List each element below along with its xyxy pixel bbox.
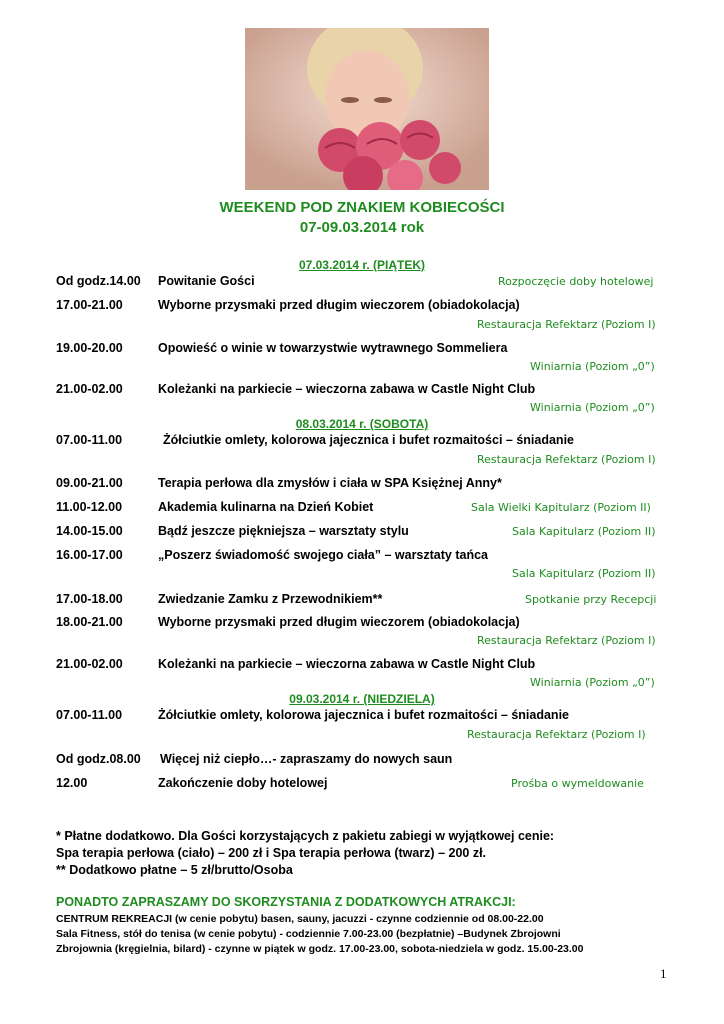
event-location: Winiarnia (Poziom „0”) [530,676,655,689]
event-description: Wyborne przysmaki przed długim wieczorem (obiadokolacja) [158,298,520,312]
event-description: Koleżanki na parkiecie – wieczorna zabawa w Castle Night Club [158,657,536,671]
event-location: Spotkanie przy Recepcji [525,593,657,606]
event-description: Opowieść o winie w towarzystwie wytrawnego Sommeliera [158,341,508,355]
event-description: Zakończenie doby hotelowej [158,776,328,790]
event-location: Restauracja Refektarz (Poziom I) [477,318,656,331]
event-time: Od godz.14.00 [56,274,141,288]
event-time: 07.00-11.00 [56,708,123,722]
event-description: Żółciutkie omlety, kolorowa jajecznica i bufet rozmaitości – śniadanie [158,708,569,722]
page-title: WEEKEND POD ZNAKIEM KOBIECOŚCI [219,199,505,216]
event-location: Sala Wielki Kapitularz (Poziom II) [471,501,651,514]
event-description: Akademia kulinarna na Dzień Kobiet [158,500,374,514]
event-time: 18.00-21.00 [56,615,123,629]
event-description: „Poszerz świadomość swojego ciała” – warsztaty tańca [158,548,488,562]
event-location: Restauracja Refektarz (Poziom I) [477,453,656,466]
event-time: 16.00-17.00 [56,548,123,562]
event-description: Zwiedzanie Zamku z Przewodnikiem** [158,592,383,606]
event-description: Koleżanki na parkiecie – wieczorna zabawa w Castle Night Club [158,382,536,396]
note-line: ** Dodatkowo płatne – 5 zł/brutto/Osoba [56,863,293,877]
note-line: * Płatne dodatkowo. Dla Gości korzystających z pakietu zabiegi w wyjątkowej cenie: [56,829,555,843]
event-description: Bądź jeszcze piękniejsza – warsztaty stylu [158,524,409,538]
event-location: Sala Kapitularz (Poziom II) [512,525,656,538]
event-location: Restauracja Refektarz (Poziom I) [477,634,656,647]
event-time: 12.00 [56,776,88,790]
page-dates: 07-09.03.2014 rok [299,219,425,236]
header-photo-woman-with-roses [245,28,489,190]
event-time: 21.00-02.00 [56,382,123,396]
event-description: Wyborne przysmaki przed długim wieczorem (obiadokolacja) [158,615,520,629]
photo-illustration [245,28,489,190]
day-label-friday: 07.03.2014 r. (PIĄTEK) [298,258,426,272]
event-time: 14.00-15.00 [56,524,123,538]
event-time: 17.00-18.00 [56,592,123,606]
event-location: Winiarnia (Poziom „0”) [530,360,655,373]
day-label-sunday: 09.03.2014 r. (NIEDZIELA) [289,692,435,706]
note-line: Spa terapia perłowa (ciało) – 200 zł i Spa terapia perłowa (twarz) – 200 zł. [56,846,487,860]
event-location: Winiarnia (Poziom „0”) [530,401,655,414]
page-number: 1 [660,966,667,981]
extras-line: CENTRUM REKREACJI (w cenie pobytu) basen, sauny, jacuzzi - czynne codziennie od 08.00-22.00 [56,913,544,925]
event-location: Sala Kapitularz (Poziom II) [512,567,656,580]
event-location: Restauracja Refektarz (Poziom I) [467,728,646,741]
event-time: Od godz.08.00 [56,752,141,766]
extras-heading: PONADTO ZAPRASZAMY DO SKORZYSTANIA Z DODATKOWYCH ATRAKCJI: [56,895,516,909]
event-time: 07.00-11.00 [56,433,123,447]
event-time: 09.00-21.00 [56,476,123,490]
event-location: Prośba o wymeldowanie [511,777,644,790]
extras-line: Zbrojownia (kręgielnia, bilard) - czynne w piątek w godz. 17.00-23.00, sobota-niedziela w godz. 15.00-23.00 [56,943,584,955]
event-description: Żółciutkie omlety, kolorowa jajecznica i bufet rozmaitości – śniadanie [163,433,574,447]
event-time: 11.00-12.00 [56,500,123,514]
day-label-saturday: 08.03.2014 r. (SOBOTA) [295,417,429,431]
extras-line: Sala Fitness, stół do tenisa (w cenie pobytu) - codziennie 7.00-23.00 (bezpłatnie) –Budynek Zbrojowni [56,928,561,940]
event-time: 17.00-21.00 [56,298,123,312]
event-time: 19.00-20.00 [56,341,123,355]
event-description: Terapia perłowa dla zmysłów i ciała w SPA Księżnej Anny* [158,476,502,490]
event-description: Powitanie Gości [158,274,255,288]
event-time: 21.00-02.00 [56,657,123,671]
event-description: Więcej niż ciepło…- zapraszamy do nowych saun [160,752,453,766]
event-location: Rozpoczęcie doby hotelowej [498,275,654,288]
